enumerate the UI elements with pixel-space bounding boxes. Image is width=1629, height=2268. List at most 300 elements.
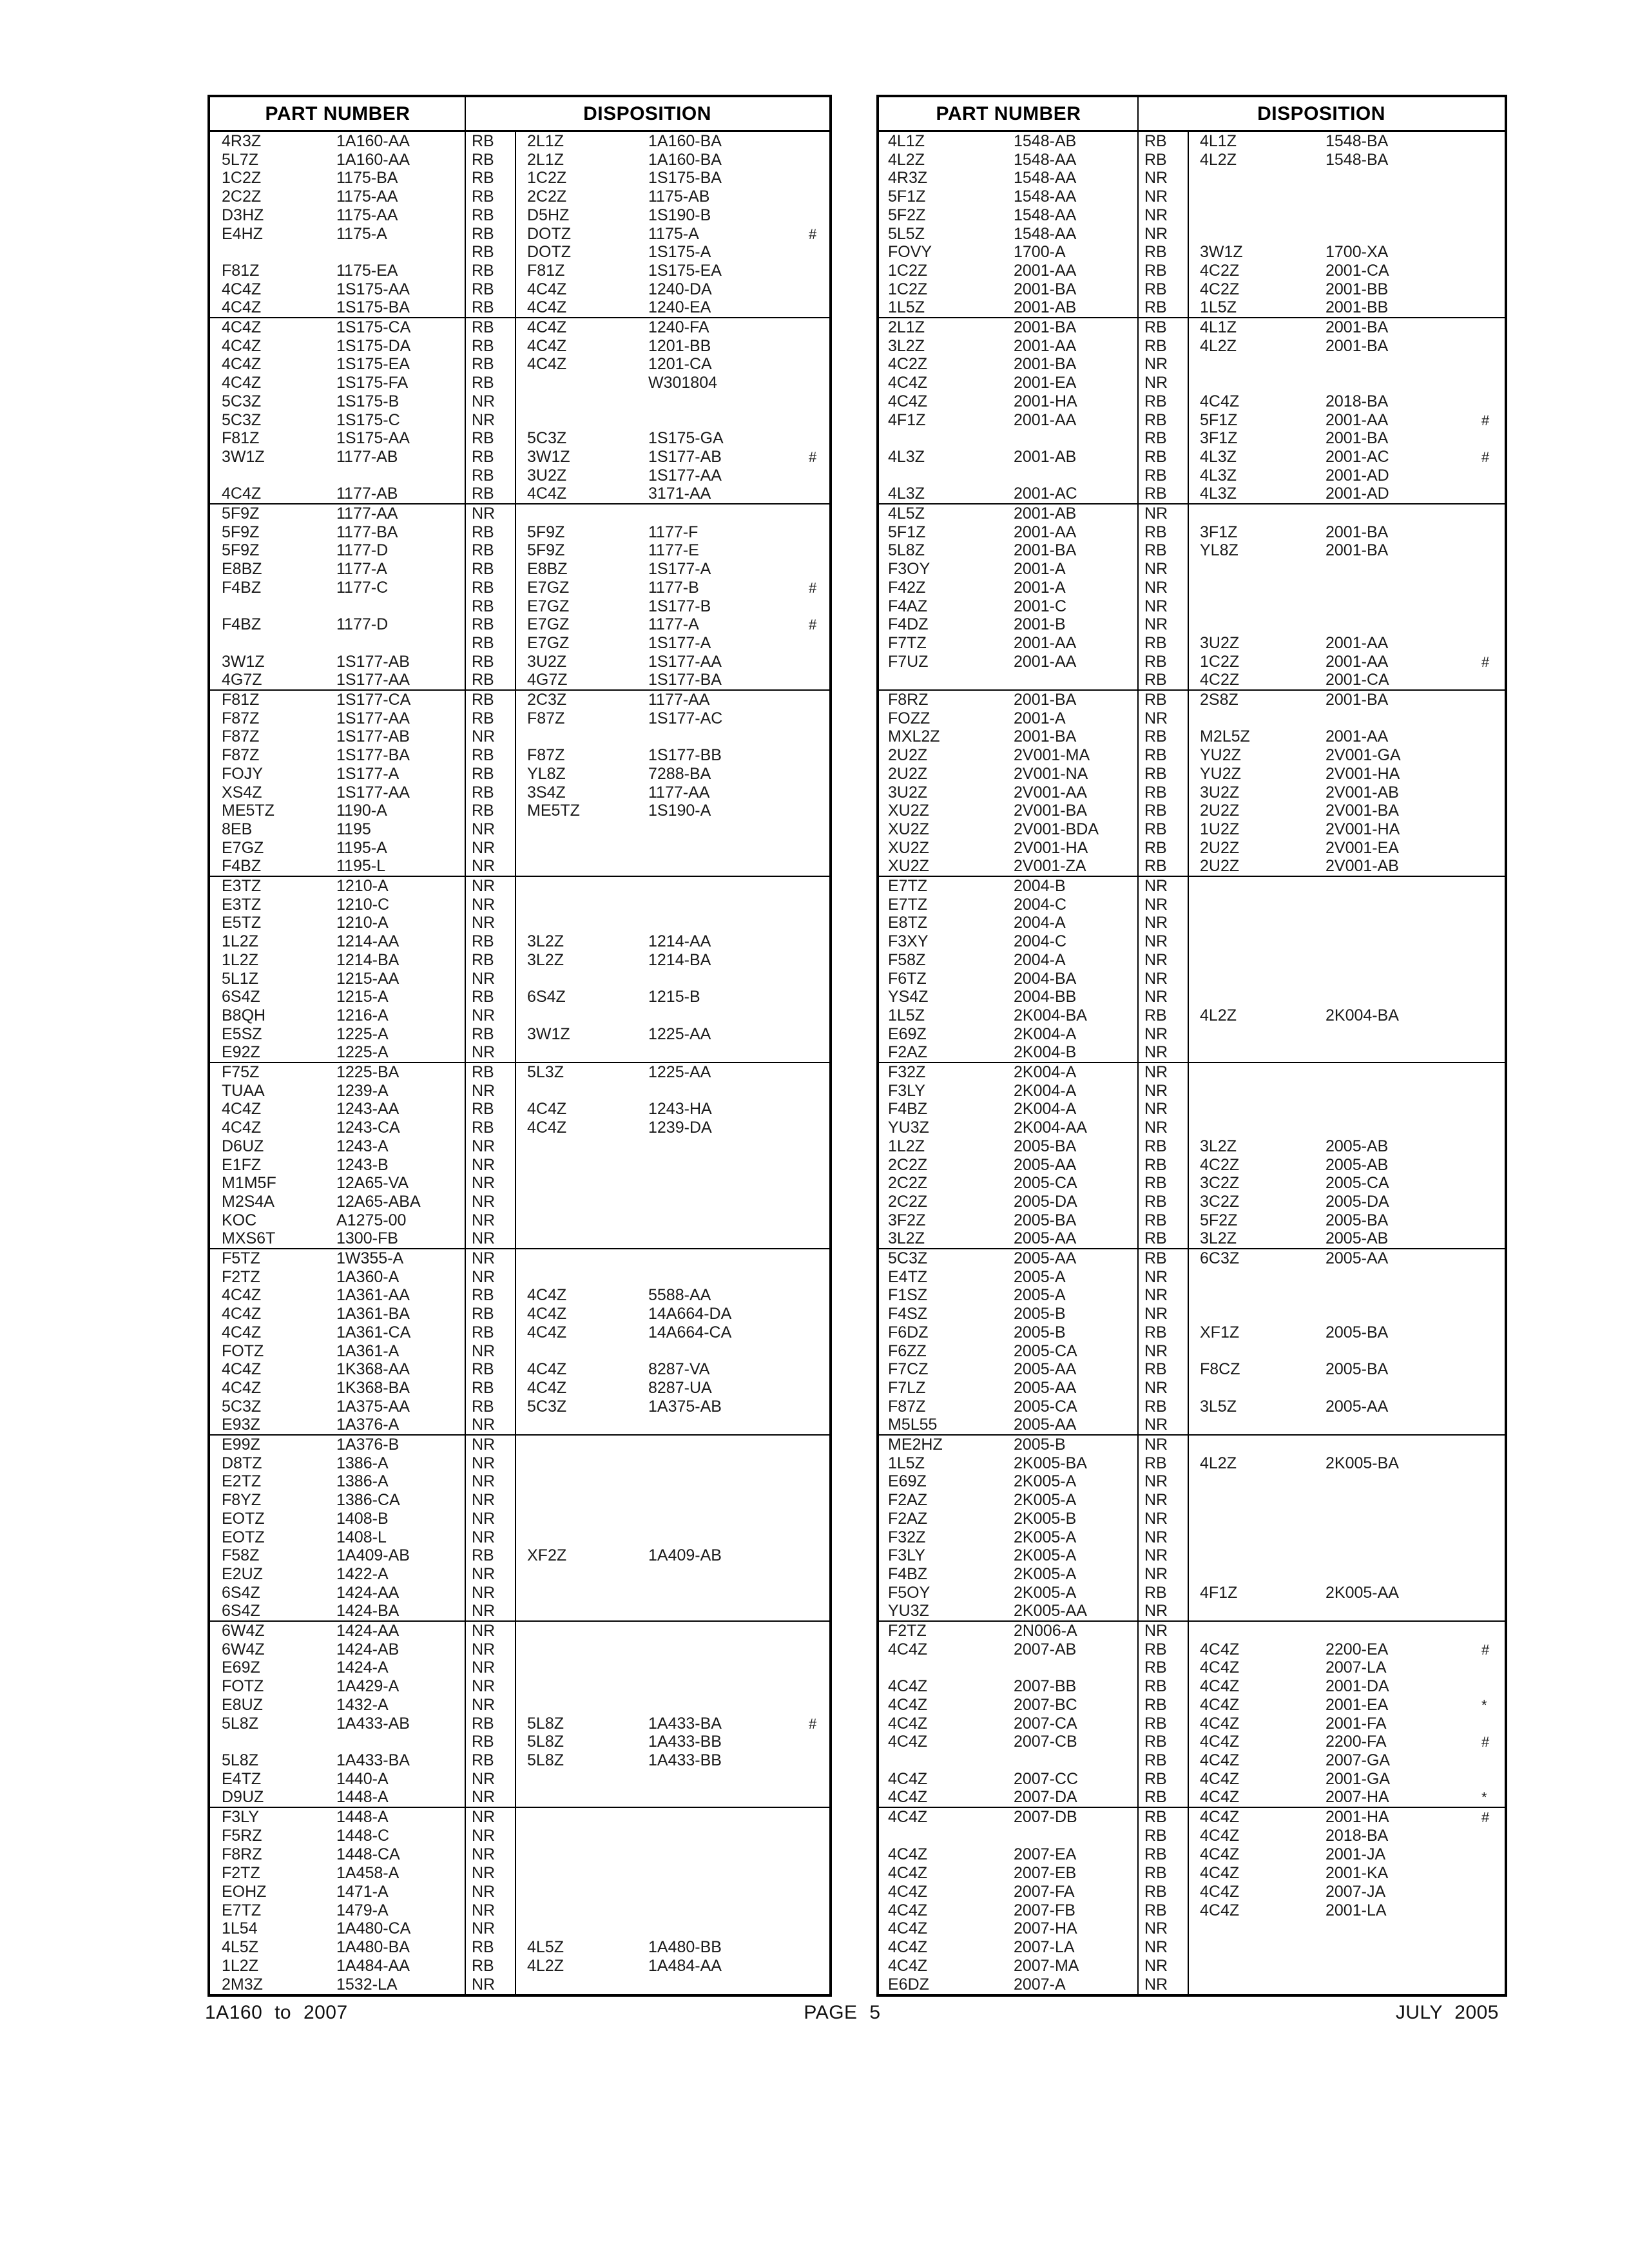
part-number-cell <box>879 1100 1138 1119</box>
part-base-number: 2007-FB <box>1014 1901 1075 1919</box>
part-prefix: FOTZ <box>222 1341 264 1360</box>
disposition-cell <box>1188 1436 1505 1454</box>
part-prefix: F2TZ <box>888 1622 927 1640</box>
part-prefix: F4BZ <box>222 615 262 634</box>
table-row <box>879 280 1505 299</box>
part-number-cell <box>879 765 1138 783</box>
note-mark: # <box>1481 653 1490 670</box>
table-row <box>210 1883 829 1901</box>
disposition-cell <box>1188 1696 1505 1715</box>
part-base-number: 1A160-AA <box>336 150 410 169</box>
part-number-cell <box>210 1342 465 1361</box>
replacement-base-number: 1S177-BA <box>648 671 722 689</box>
replacement-base-number: 14A664-CA <box>648 1323 732 1341</box>
replacement-base-number: 1S175-BA <box>648 169 722 187</box>
part-prefix: 4C4Z <box>888 1640 928 1658</box>
row-group <box>210 1808 829 1994</box>
disposition-code: NR <box>472 1211 496 1229</box>
disposition-cell <box>516 1751 829 1770</box>
part-base-number: 2007-CA <box>1014 1714 1077 1733</box>
replacement-base-number: 2005-AA <box>1325 1249 1389 1267</box>
table-row <box>879 653 1505 671</box>
replacement-base-number: 2001-AC <box>1325 447 1389 466</box>
part-base-number: 1S175-AA <box>336 280 410 298</box>
disposition-cell <box>516 318 829 337</box>
part-number-cell <box>879 579 1138 597</box>
replacement-base-number: 2001-DA <box>1325 1677 1389 1696</box>
part-base-number: 1448-CA <box>336 1845 400 1863</box>
replacement-prefix: 4C2Z <box>1200 261 1240 280</box>
part-base-number: 1177-BA <box>336 523 398 541</box>
part-base-number: 2K005-A <box>1014 1528 1077 1546</box>
part-prefix: 4C4Z <box>888 1677 928 1696</box>
part-base-number: 2005-AA <box>1014 1249 1077 1267</box>
part-number-cell <box>210 746 465 765</box>
table-row <box>879 1528 1505 1547</box>
part-base-number: 2V001-BA <box>1014 802 1087 820</box>
part-base-number: 1S175-DA <box>336 336 411 355</box>
table-row <box>210 1808 829 1827</box>
table-row <box>210 1751 829 1770</box>
part-prefix: 4C4Z <box>888 374 928 392</box>
part-prefix: ME2HZ <box>888 1436 943 1454</box>
disposition-code: RB <box>472 1397 494 1416</box>
replacement-base-number: 2V001-AB <box>1325 783 1399 802</box>
replacement-prefix: 3L2Z <box>1200 1137 1237 1155</box>
disposition-cell <box>516 466 829 485</box>
part-number-cell <box>210 1845 465 1864</box>
part-number-cell <box>210 1622 465 1640</box>
table-row <box>210 1416 829 1434</box>
part-base-number: 1471-A <box>336 1882 389 1901</box>
part-number-cell <box>879 1975 1138 1994</box>
disposition-cell <box>1188 1788 1505 1807</box>
part-prefix: 4C4Z <box>888 1882 928 1901</box>
part-number-cell <box>879 411 1138 430</box>
table-row <box>210 374 829 392</box>
table-row <box>879 1268 1505 1287</box>
disposition-cell <box>516 746 829 765</box>
part-base-number: 2K005-B <box>1014 1509 1077 1528</box>
part-prefix: XS4Z <box>222 783 262 802</box>
part-base-number: 2007-CB <box>1014 1733 1077 1751</box>
disposition-cell <box>516 1082 829 1100</box>
part-number-cell <box>879 1677 1138 1696</box>
table-row <box>879 1006 1505 1025</box>
part-number-cell <box>879 485 1138 503</box>
row-group <box>210 1622 829 1808</box>
table-row <box>210 1938 829 1957</box>
disposition-cell <box>516 337 829 356</box>
table-row <box>879 914 1505 932</box>
disposition-cell <box>516 1211 829 1230</box>
disposition-code: NR <box>1144 1509 1168 1528</box>
row-group <box>210 1436 829 1622</box>
table-row <box>210 1845 829 1864</box>
part-base-number: 1S177-AB <box>336 652 410 671</box>
part-number-cell <box>210 988 465 1006</box>
row-group <box>879 1063 1505 1249</box>
replacement-base-number: 1A160-BA <box>648 132 722 150</box>
replacement-prefix: 5L8Z <box>527 1714 564 1733</box>
part-prefix: 4G7Z <box>222 671 262 689</box>
disposition-cell <box>1188 411 1505 430</box>
replacement-base-number: 1177-AA <box>648 783 710 802</box>
replacement-prefix: 4C2Z <box>1200 671 1240 689</box>
disposition-cell <box>516 727 829 746</box>
disposition-code: NR <box>472 895 496 914</box>
part-base-number: 1A458-A <box>336 1863 400 1882</box>
disposition-header: DISPOSITION <box>583 103 711 124</box>
table-row <box>210 1677 829 1696</box>
part-base-number: 1177-A <box>336 560 387 579</box>
part-prefix: 1L54 <box>222 1919 258 1938</box>
part-base-number: 2V001-ZA <box>1014 857 1086 876</box>
disposition-cell <box>516 1883 829 1901</box>
table-row <box>210 1696 829 1715</box>
disposition-code: NR <box>1144 1546 1168 1565</box>
replacement-base-number: 2001-BB <box>1325 280 1389 298</box>
note-mark: # <box>1481 1809 1490 1825</box>
replacement-base-number: 8287-UA <box>648 1378 712 1397</box>
part-number-cell <box>879 1938 1138 1957</box>
part-number-cell <box>879 1770 1138 1789</box>
disposition-cell <box>1188 225 1505 244</box>
disposition-cell <box>1188 262 1505 280</box>
part-base-number: 1214-AA <box>336 932 400 951</box>
disposition-code: NR <box>472 969 496 988</box>
replacement-base-number: 1177-A <box>648 615 699 634</box>
replacement-base-number: 2007-HA <box>1325 1788 1389 1807</box>
part-number-cell <box>879 1901 1138 1920</box>
part-number-cell <box>879 727 1138 746</box>
part-number-cell <box>879 951 1138 970</box>
part-number-cell <box>210 1286 465 1305</box>
disposition-code: NR <box>472 1416 496 1434</box>
part-number-cell <box>879 820 1138 839</box>
part-prefix: 4C4Z <box>222 1119 262 1137</box>
part-base-number: 2K004-AA <box>1014 1119 1087 1137</box>
table-row <box>879 1436 1505 1454</box>
part-base-number: 1243-A <box>336 1137 389 1155</box>
disposition-code: NR <box>472 1602 496 1620</box>
disposition-cell <box>516 709 829 728</box>
replacement-base-number: 1548-BA <box>1325 132 1389 150</box>
table-row <box>210 709 829 728</box>
part-base-number: 1239-A <box>336 1081 389 1100</box>
disposition-code: RB <box>472 652 494 671</box>
disposition-code: NR <box>472 1975 496 1994</box>
part-number-cell <box>210 1436 465 1454</box>
replacement-prefix: 4C4Z <box>527 1378 567 1397</box>
disposition-code: RB <box>1144 336 1167 355</box>
replacement-prefix: 4C4Z <box>1200 1901 1240 1919</box>
replacement-base-number: 2001-LA <box>1325 1901 1387 1919</box>
disposition-cell <box>516 1006 829 1025</box>
part-prefix: E7TZ <box>222 1901 262 1919</box>
table-row <box>879 1546 1505 1565</box>
replacement-prefix: 4L5Z <box>527 1938 564 1957</box>
disposition-cell <box>1188 1622 1505 1640</box>
part-base-number: 1210-A <box>336 914 389 932</box>
table-header <box>879 97 1505 132</box>
part-number-cell <box>210 1454 465 1473</box>
part-number-cell <box>879 225 1138 244</box>
replacement-prefix: 3W1Z <box>527 447 570 466</box>
table-row <box>210 505 829 523</box>
replacement-prefix: F81Z <box>527 261 565 280</box>
replacement-prefix: D5HZ <box>527 206 570 224</box>
part-base-number: 1225-BA <box>336 1063 400 1081</box>
table-row <box>879 1584 1505 1602</box>
part-prefix: F5OY <box>888 1583 930 1602</box>
replacement-base-number: 1A433-BB <box>648 1751 722 1769</box>
part-base-number: 2001-AB <box>1014 447 1077 466</box>
part-base-number: 1175-BA <box>336 169 398 187</box>
disposition-cell <box>1188 877 1505 896</box>
part-base-number: 1243-CA <box>336 1119 400 1137</box>
disposition-cell <box>516 1696 829 1715</box>
part-number-cell <box>879 1174 1138 1193</box>
part-number-cell <box>210 1584 465 1602</box>
disposition-cell <box>1188 1751 1505 1770</box>
table-row <box>879 1286 1505 1305</box>
part-number-header: PART NUMBER <box>265 103 410 124</box>
replacement-base-number: 1S175-A <box>648 243 711 262</box>
disposition-code: RB <box>472 132 494 150</box>
replacement-prefix: 4L2Z <box>1200 336 1237 355</box>
table-row <box>879 1063 1505 1082</box>
disposition-code: RB <box>1144 691 1167 709</box>
part-base-number: 1424-AB <box>336 1640 400 1658</box>
table-row <box>210 225 829 244</box>
part-base-number: 2K005-A <box>1014 1564 1077 1583</box>
table-row <box>879 802 1505 820</box>
disposition-cell <box>1188 597 1505 616</box>
part-prefix: D8TZ <box>222 1454 262 1472</box>
table-row <box>210 597 829 616</box>
part-prefix: F58Z <box>888 950 926 969</box>
disposition-cell <box>516 634 829 653</box>
disposition-cell <box>516 1901 829 1920</box>
part-number-cell <box>210 1565 465 1584</box>
replacement-prefix: 4C4Z <box>1200 1788 1240 1807</box>
table-row <box>210 1919 829 1938</box>
table-row <box>879 709 1505 728</box>
note-mark: * <box>1481 1696 1487 1713</box>
table-row <box>879 579 1505 597</box>
part-number-cell <box>210 709 465 728</box>
table-row <box>879 1808 1505 1827</box>
part-base-number: 2007-CC <box>1014 1769 1079 1788</box>
disposition-code: NR <box>472 1436 496 1454</box>
part-number-cell <box>210 1901 465 1920</box>
part-base-number: 1190-A <box>336 802 387 820</box>
disposition-cell <box>1188 1454 1505 1473</box>
row-group <box>879 1622 1505 1808</box>
part-base-number: 2K004-B <box>1014 1043 1077 1062</box>
replacement-base-number: 2001-BA <box>1325 318 1389 336</box>
disposition-cell <box>516 187 829 206</box>
replacement-prefix: 3C2Z <box>1200 1174 1240 1193</box>
replacement-prefix: 3U2Z <box>1200 783 1240 802</box>
table-row <box>210 671 829 689</box>
replacement-prefix: 4C4Z <box>527 1305 567 1323</box>
part-number-cell <box>210 1808 465 1827</box>
part-number-cell <box>210 1156 465 1175</box>
table-row <box>879 523 1505 542</box>
part-prefix: 4C4Z <box>222 1323 262 1341</box>
part-base-number: 2001-BA <box>1014 280 1077 298</box>
disposition-cell <box>1188 448 1505 466</box>
part-number-cell <box>210 225 465 244</box>
part-prefix: F7LZ <box>888 1378 926 1397</box>
part-prefix: E8TZ <box>888 914 928 932</box>
part-number-cell <box>879 298 1138 317</box>
part-base-number: 12A65-VA <box>336 1174 409 1193</box>
replacement-base-number: 1201-BB <box>648 336 711 355</box>
disposition-cell <box>516 914 829 932</box>
part-base-number: 1S175-BA <box>336 298 410 317</box>
part-prefix: F4DZ <box>888 615 929 634</box>
table-body <box>210 132 829 1994</box>
table-row <box>210 988 829 1006</box>
part-base-number: 2004-BA <box>1014 969 1077 988</box>
disposition-code: RB <box>472 671 494 689</box>
part-number-cell <box>879 709 1138 728</box>
table-row <box>210 1584 829 1602</box>
disposition-code: NR <box>1144 1919 1168 1938</box>
disposition-cell <box>1188 1043 1505 1062</box>
table-row <box>210 1082 829 1100</box>
table-row <box>879 1398 1505 1416</box>
replacement-prefix: 3L2Z <box>527 950 564 969</box>
disposition-cell <box>516 206 829 225</box>
replacement-prefix: 3L2Z <box>1200 1229 1237 1248</box>
replacement-base-number: 2V001-AB <box>1325 857 1399 876</box>
part-number-cell <box>879 243 1138 262</box>
replacement-base-number: 2007-JA <box>1325 1882 1386 1901</box>
replacement-base-number: 2005-DA <box>1325 1192 1389 1211</box>
table-row <box>210 1006 829 1025</box>
part-number-cell <box>879 1733 1138 1751</box>
part-number-cell <box>210 1510 465 1528</box>
disposition-code: RB <box>1144 652 1167 671</box>
table-row <box>210 783 829 802</box>
disposition-code: RB <box>472 746 494 765</box>
replacement-base-number: 1S177-B <box>648 597 711 615</box>
table-row <box>879 374 1505 392</box>
column-divider <box>1137 97 1139 1994</box>
part-base-number: 2007-A <box>1014 1975 1066 1994</box>
table-row <box>879 1416 1505 1434</box>
part-number-cell <box>210 355 465 374</box>
table-row <box>210 1100 829 1119</box>
disposition-code: NR <box>472 1491 496 1510</box>
part-prefix: 6S4Z <box>222 1602 260 1620</box>
disposition-cell <box>1188 1006 1505 1025</box>
part-prefix: 4C4Z <box>888 1695 928 1714</box>
table-body <box>879 132 1505 1994</box>
replacement-prefix: E8BZ <box>527 560 568 579</box>
table-row <box>879 485 1505 503</box>
disposition-code: RB <box>1144 1677 1167 1696</box>
table-row <box>879 765 1505 783</box>
disposition-cell <box>1188 1733 1505 1751</box>
disposition-code: NR <box>472 1919 496 1938</box>
disposition-code: NR <box>472 727 496 746</box>
part-base-number: 1S177-A <box>336 764 400 783</box>
replacement-prefix: 4C4Z <box>527 298 567 317</box>
note-mark: # <box>809 448 817 465</box>
part-prefix: 3L2Z <box>888 336 925 355</box>
table-row <box>210 1043 829 1062</box>
disposition-code: RB <box>1144 820 1167 838</box>
table-row <box>879 1174 1505 1193</box>
table-row <box>879 1229 1505 1248</box>
part-base-number: 1175-EA <box>336 261 398 280</box>
part-number-cell <box>210 1883 465 1901</box>
replacement-prefix: 4C4Z <box>1200 1845 1240 1863</box>
part-number-cell <box>879 932 1138 951</box>
table-row <box>210 243 829 262</box>
replacement-base-number: 2001-EA <box>1325 1695 1389 1714</box>
part-base-number: 2001-A <box>1014 578 1066 597</box>
replacement-prefix: E7GZ <box>527 633 570 652</box>
disposition-cell <box>1188 1565 1505 1584</box>
disposition-cell <box>1188 355 1505 374</box>
row-group <box>210 505 829 691</box>
part-base-number: 2001-AA <box>1014 523 1077 541</box>
part-base-number: 1424-A <box>336 1658 389 1677</box>
table-row <box>879 597 1505 616</box>
part-base-number: 1195-L <box>336 857 385 876</box>
part-prefix: 2U2Z <box>888 746 928 765</box>
replacement-prefix: ME5TZ <box>527 802 580 820</box>
replacement-base-number: 1177-E <box>648 541 699 560</box>
disposition-cell <box>1188 1156 1505 1175</box>
table-row <box>210 392 829 411</box>
part-number-cell <box>879 448 1138 466</box>
table-row <box>210 653 829 671</box>
replacement-base-number: 1A375-AB <box>648 1397 722 1416</box>
replacement-prefix: M2L5Z <box>1200 727 1250 746</box>
part-prefix: M2S4A <box>222 1192 275 1211</box>
part-number-cell <box>210 337 465 356</box>
disposition-cell <box>1188 560 1505 579</box>
table-row <box>210 1715 829 1733</box>
table-row <box>210 206 829 225</box>
disposition-cell <box>1188 802 1505 820</box>
replacement-prefix: 4C4Z <box>527 485 567 503</box>
disposition-code: NR <box>472 1454 496 1472</box>
disposition-cell <box>1188 1602 1505 1620</box>
replacement-prefix: YU2Z <box>1200 746 1241 765</box>
part-base-number: 1215-A <box>336 988 389 1006</box>
disposition-cell <box>516 1119 829 1137</box>
part-prefix: E69Z <box>888 1024 927 1043</box>
disposition-code: NR <box>1144 1416 1168 1434</box>
replacement-prefix: 4C4Z <box>1200 1677 1240 1696</box>
disposition-cell <box>516 485 829 503</box>
table-row <box>879 1137 1505 1156</box>
table-row <box>210 1528 829 1547</box>
table-row <box>210 318 829 337</box>
replacement-prefix: 2U2Z <box>1200 838 1240 857</box>
part-prefix: 4C4Z <box>888 1863 928 1882</box>
table-row <box>210 1268 829 1287</box>
part-prefix: E99Z <box>222 1436 260 1454</box>
